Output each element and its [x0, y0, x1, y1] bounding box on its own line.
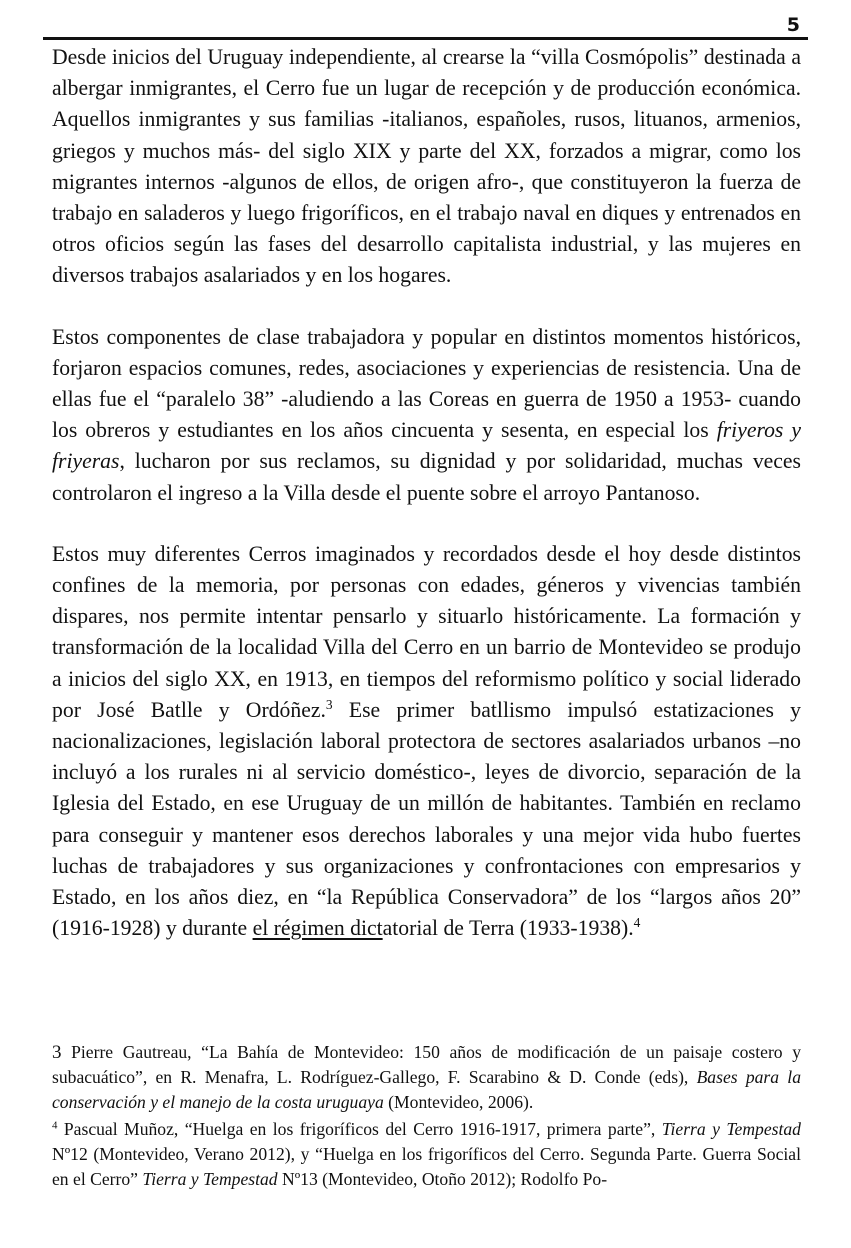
paragraph-3-underlined: el régimen dict: [252, 916, 383, 941]
footnote-3: [52, 1040, 801, 1115]
footnote-4: [52, 1117, 801, 1192]
paragraph-2-text-b: , lucharon por sus reclamos, su dignidad y por solidaridad, muchas veces controlaron el ingreso a la Villa desde el puente sobre el arroyo Pantanoso.: [52, 449, 801, 505]
footnote-3-italic: Bases para la conservación y el manejo de la costa uruguaya: [52, 1067, 801, 1112]
paragraph-1: Desde inicios del Uruguay independiente, al crearse la “villa Cosmópolis” destinada a albergar inmigrantes, el Cerro fue un lugar de recepción y de producción económica. Aquellos inmigrantes y sus familias -italianos, españoles, rusos, lituanos, armenios, griegos y muchos más- del siglo XIX y parte del XX, forzados a migrar, como los migrantes internos -algunos de ellos, de origen afro-, que constituyeron la fuerza de trabajo en saladeros y luego frigoríficos, en el trabajo naval en diques y entrenados en otros oficios según las fases del desarrollo capitalista industrial, y las mujeres en diversos trabajos asalariados y en los hogares.: [52, 45, 801, 288]
footnote-ref-4[interactable]: 4: [633, 915, 641, 931]
footnotes: [52, 1040, 801, 1192]
paragraph-3-text-b: Ese primer batllismo impulsó estatizaciones y nacionalizaciones, legislación laboral protectora de sectores asalariados urbanos –no incluyó a los rurales ni al servicio doméstico-, leyes de divorcio, separación de la Iglesia del Estado, en ese Uruguay de un millón de habitantes. También en reclamo para conseguir y mantener esos derechos laborales y una mejor vida hubo fuertes luchas de trabajadores y sus organizaciones y confrontaciones con empresarios y Estado, en los años diez, en “la República Conservadora” de los “largos años 20” (1916-1928) y durante: [52, 697, 801, 941]
paragraph-3: [52, 539, 801, 945]
paragraph-2: [52, 322, 801, 509]
header-rule: [43, 37, 808, 40]
body-text: [52, 42, 801, 944]
footnote-4-italic-1: Tierra y Tempestad: [661, 1119, 801, 1139]
footnote-4-italic-2: Tierra y Tempestad: [142, 1169, 278, 1189]
footnote-4-number: 4: [52, 1119, 58, 1132]
paragraph-3-text-c: atorial de Terra (1933-1938).: [382, 916, 634, 941]
footnote-ref-3[interactable]: 3: [325, 696, 333, 712]
footnote-3-text-b: (Montevideo, 2006).: [383, 1092, 534, 1112]
footnote-4-text-b: Nº12 (Montevideo, Verano 2012), y “Huelga en los frigoríficos del Cerro. Segunda Parte. Guerra Social en el Cerro”: [52, 1144, 801, 1189]
paragraph-2-italic: friyeros y friyeras: [52, 418, 801, 474]
footnote-4-text-c: Nº13 (Montevideo, Otoño 2012); Rodolfo Po-: [277, 1169, 608, 1189]
paragraph-2-text-a: Estos componentes de clase trabajadora y popular en distintos momentos históricos, forjaron espacios comunes, redes, asociaciones y experiencias de resistencia. Una de ellas fue el “paralelo 38” -aludiendo a las Coreas en guerra de 1950 a 1953- cuando los obreros y estudiantes en los años cincuenta y sesenta, en especial los: [52, 324, 801, 443]
footnote-3-text-a: Pierre Gautreau, “La Bahía de Montevideo: 150 años de modificación de un paisaje costero y subacuático”, en R. Menafra, L. Rodríguez-Gallego, F. Scarabino & D. Conde (eds),: [52, 1042, 801, 1087]
footnote-4-text-a: Pascual Muñoz, “Huelga en los frigoríficos del Cerro 1916-1917, primera parte”,: [57, 1119, 662, 1139]
page-number: 5: [786, 14, 800, 36]
paragraph-3-text-a: Estos muy diferentes Cerros imaginados y recordados desde el hoy desde distintos confines de la memoria, por personas con edades, géneros y vivencias también dispares, nos permite intentar pensarlo y situarlo históricamente. La formación y transformación de la localidad Villa del Cerro en un barrio de Montevideo se produjo a inicios del siglo XX, en 1913, en tiempos del reformismo político y social liderado por José Batlle y Ordóñez.: [52, 541, 801, 722]
footnote-3-number: 3: [52, 1042, 62, 1063]
